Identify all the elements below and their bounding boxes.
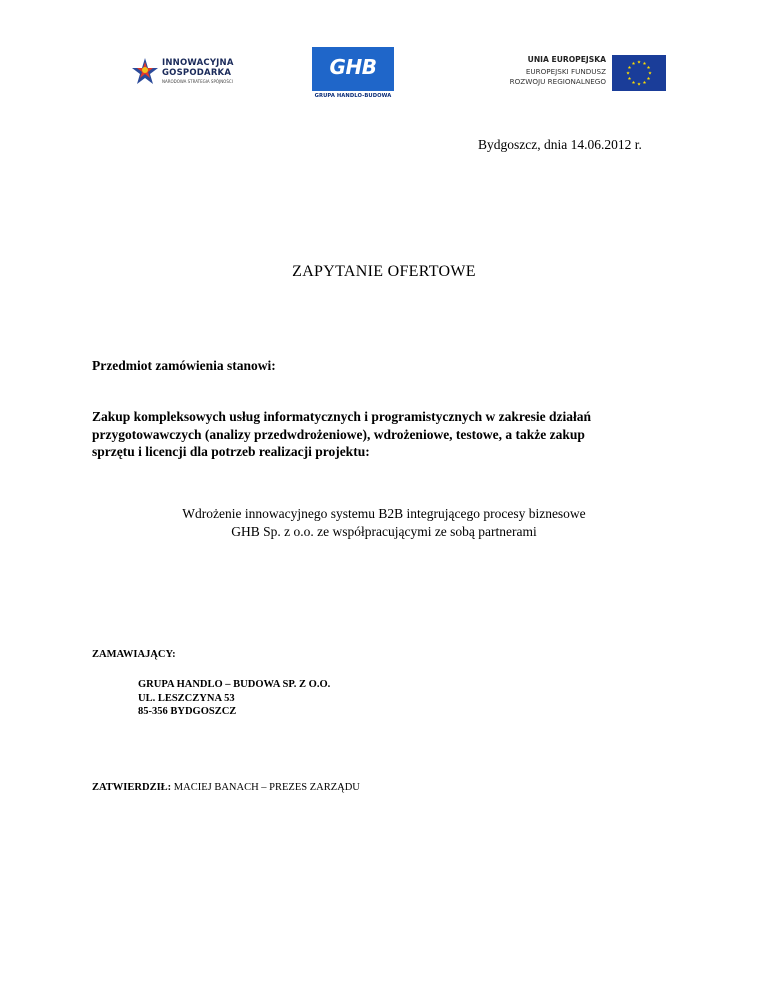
eu-logo	[488, 47, 676, 97]
ig-logo-line3: NARODOWA STRATEGIA SPÓJNOŚCI	[162, 79, 233, 84]
ig-logo-line1: INNOWACYJNA	[162, 58, 234, 68]
eu-logo-line1: UNIA EUROPEJSKA	[527, 55, 606, 64]
ghb-logo	[312, 47, 394, 103]
ordering-party-label: ZAMAWIAJĄCY:	[92, 649, 176, 660]
project-line: Wdrożenie innowacyjnego systemu B2B integrującego procesy biznesowe	[182, 506, 586, 521]
eu-logo-line2: EUROPEJSKI FUNDUSZ	[525, 67, 606, 76]
project-name	[0, 505, 768, 540]
address-line: GRUPA HANDLO – BUDOWA SP. Z O.O.	[138, 679, 331, 690]
approval-line	[92, 782, 360, 793]
project-line: GHB Sp. z o.o. ze współpracującymi ze sobą partnerami	[231, 523, 537, 539]
ghb-logo-mark: GHB	[329, 55, 377, 79]
subject-line: sprzętu i licencji dla potrzeb realizacji projektu:	[92, 444, 370, 459]
subject-line: Zakup kompleksowych usług informatycznych i programistycznych w zakresie działań	[92, 409, 592, 424]
ghb-logo-band-text: GRUPA HANDLO-BUDOWA	[314, 93, 392, 99]
document-title: ZAPYTANIE OFERTOWE	[292, 263, 476, 280]
approved-label: ZATWIERDZIŁ:	[92, 782, 172, 793]
address-line: 85-356 BYDGOSZCZ	[138, 706, 237, 717]
ig-logo-line2: GOSPODARKA	[162, 68, 232, 78]
address-line: UL. LESZCZYNA 53	[138, 692, 235, 704]
ghb-logo-band	[312, 91, 394, 103]
eu-logo-line3: ROZWOJU REGIONALNEGO	[509, 77, 606, 86]
subject-text	[92, 408, 692, 461]
subject-label: Przedmiot zamówienia stanowi:	[92, 358, 276, 373]
approved-value: MACIEJ BANACH – PREZES ZARZĄDU	[173, 782, 360, 793]
ig-emblem-icon	[130, 56, 160, 90]
eu-flag-icon	[612, 55, 666, 91]
subject-line: przygotowawczych (analizy przedwdrożeniowe), wdrożeniowe, testowe, a także zakup	[92, 426, 585, 442]
ordering-party-address	[138, 678, 330, 719]
innowacyjna-gospodarka-logo	[128, 54, 246, 96]
document-date: Bydgoszcz, dnia 14.06.2012 r.	[478, 137, 642, 152]
